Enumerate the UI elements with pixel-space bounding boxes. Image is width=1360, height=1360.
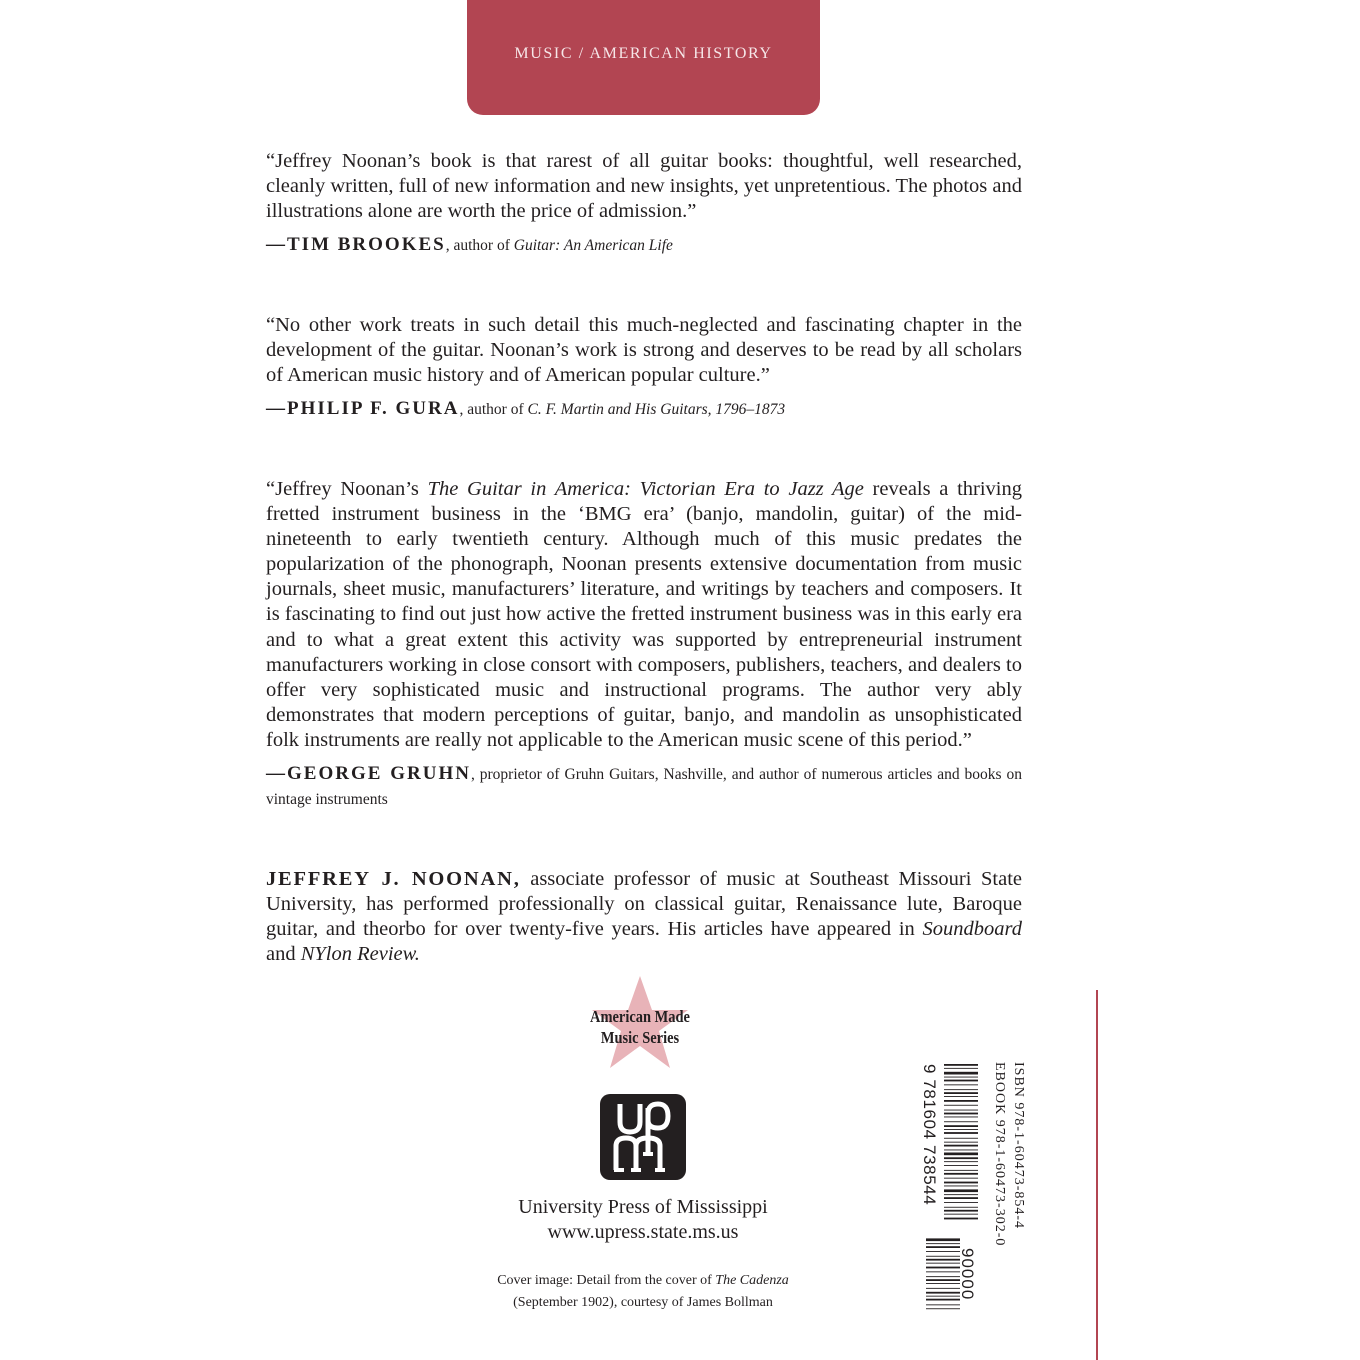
barcode-bar (944, 1084, 978, 1085)
barcode-bar (944, 1089, 978, 1090)
barcode-bar (944, 1150, 978, 1151)
barcode-bar (944, 1170, 978, 1171)
blurb-2 (266, 313, 1022, 422)
blurb-attribution: —TIM BROOKES, author of Guitar: An American Life (266, 234, 673, 256)
barcode-bar (944, 1132, 978, 1134)
barcode-addon-bar (926, 1296, 960, 1297)
barcode-addon-bar (926, 1251, 960, 1252)
barcode-bar (944, 1153, 978, 1156)
bio-author-name: JEFFREY J. NOONAN, (266, 868, 521, 890)
barcode-bar (944, 1100, 978, 1102)
barcode-bar (944, 1173, 978, 1175)
category-label: MUSIC / AMERICAN HISTORY (514, 44, 773, 62)
journal-title: NYlon Review. (300, 943, 420, 966)
barcode-addon-bar (926, 1292, 960, 1294)
barcode-bar (944, 1210, 978, 1212)
barcode-bar (944, 1110, 978, 1111)
blurb-credit-title: Guitar: An American Life (513, 237, 673, 255)
blurb-author-name: GEORGE GRUHN (287, 763, 471, 785)
barcode-bar (944, 1121, 978, 1122)
blurb-attribution: —GEORGE GRUHN, proprietor of Gruhn Guitars, Nashville, and author of numerous articles and books on vintage instruments (266, 763, 1023, 809)
barcode-bar (944, 1077, 978, 1078)
barcode-bar (944, 1165, 978, 1166)
isbn-block (990, 1062, 1028, 1246)
publisher-logo-icon (600, 1094, 686, 1180)
cover-credit: Cover image: Detail from the cover of The Cadenza (September 1902), courtesy of James Bollman (497, 1273, 789, 1310)
barcode-addon-bar (926, 1256, 960, 1257)
barcode-addon-bar (926, 1299, 960, 1301)
isbn-print: ISBN 978-1-60473-854-4 (1011, 1062, 1026, 1230)
barcode-bar (944, 1145, 978, 1147)
publisher-name: University Press of Mississippi (518, 1196, 768, 1218)
blurb-credit-title: C. F. Martin and His Guitars, 1796–1873 (527, 401, 786, 419)
blurb-quote: “Jeffrey Noonan’s book is that rarest of all guitar books: thoughtful, well researched, cleanly written, full of new information and new insights, yet unpretentious. The photos and illustrations alone are worth the price of admission.” (266, 150, 1022, 223)
barcode-bar (944, 1157, 978, 1159)
barcode-bar (944, 1186, 978, 1187)
barcode-addon-bar (926, 1304, 960, 1305)
barcode-bar (944, 1064, 978, 1066)
barcode-bar (944, 1182, 978, 1184)
barcode-addon-bar (926, 1308, 960, 1309)
barcode-bar (944, 1207, 978, 1208)
barcode (922, 1060, 982, 1312)
barcode-addon-bar (926, 1283, 960, 1284)
magazine-title: The Cadenza (715, 1273, 789, 1288)
barcode-bar (944, 1117, 978, 1118)
book-title: The Guitar in America: Victorian Era to Jazz Age (427, 478, 864, 500)
barcode-bar (944, 1113, 978, 1115)
barcode-bar (944, 1161, 978, 1162)
blurb-author-name: TIM BROOKES (287, 234, 446, 256)
journal-title: Soundboard (922, 918, 1022, 941)
barcode-bar (944, 1194, 978, 1195)
barcode-bar (944, 1189, 978, 1192)
barcode-addon-bar (926, 1259, 960, 1261)
blurb-3 (266, 477, 1022, 812)
barcode-addon-bar (926, 1267, 960, 1269)
blurb-quote: “Jeffrey Noonan’s The Guitar in America: Victorian Era to Jazz Age reveals a thriving fretted instrument business in the ‘BMG era’ (banjo, mandolin, guitar) of the mid-nineteenth to early twentieth century. Although much of this music predates the popularization of the phonograph, Noonan presents extensive documentation from music journals, sheet music, manufacturers’ literature, and writings by teachers and composers. It is fascinating to find out just how active the fretted instrument business was in this early era and to what a great extent this activity was supported by entrepreneurial instrument manufacturers working in close consort with composers, publishers, teachers, and dealers to offer very sophisticated music and instructional programs. The author very ably demonstrates that modern perceptions of guitar, banjo, and mandolin as unsophisticated folk instruments are really not applicable to the American music scene of this period.” (266, 478, 1022, 751)
category-tab (467, 0, 820, 115)
barcode-bar (944, 1197, 978, 1199)
barcode-bar (944, 1129, 978, 1130)
barcode-addon-digits: 90000 (958, 1248, 977, 1301)
barcode-addon-bar (926, 1271, 960, 1272)
barcode-bar (944, 1125, 978, 1127)
barcode-bar (944, 1178, 978, 1179)
barcode-bar (944, 1072, 978, 1075)
barcode-digits: 9 781604 738544 (920, 1064, 939, 1206)
barcode-bar (944, 1096, 978, 1097)
barcode-bar (944, 1142, 978, 1143)
barcode-addon-bar (926, 1288, 960, 1289)
blurb-author-name: PHILIP F. GURA (287, 398, 460, 420)
publisher-url: www.upress.state.ms.us (547, 1221, 739, 1243)
barcode-bar (944, 1202, 978, 1203)
spine-rule (1096, 990, 1098, 1360)
blurb-1 (266, 149, 1022, 258)
barcode-icon (922, 1060, 982, 1312)
series-logo-text: American Made Music Series (590, 1007, 690, 1047)
barcode-addon-bar (926, 1243, 960, 1244)
barcode-bar (944, 1105, 978, 1106)
author-bio: JEFFREY J. NOONAN, associate professor of music at Southeast Missouri State University, has performed professionally on classical guitar, Renaissance lute, Baroque guitar, and theorbo for over twenty-five years. His articles have appeared in Soundboard and NYlon Review. (266, 868, 1022, 966)
barcode-addon-bar (926, 1276, 960, 1277)
barcode-addon-bar (926, 1246, 960, 1248)
barcode-bar (944, 1218, 978, 1220)
blurb-attribution: —PHILIP F. GURA, author of C. F. Martin and His Guitars, 1796–1873 (266, 398, 786, 420)
barcode-bar (944, 1080, 978, 1082)
isbn-ebook: EBOOK 978-1-60473-302-0 (992, 1062, 1007, 1247)
barcode-bar (944, 1092, 978, 1094)
barcode-bar (944, 1214, 978, 1215)
barcode-bar (944, 1068, 978, 1069)
barcode-addon-bar (926, 1238, 960, 1241)
blurb-quote: “No other work treats in such detail this much-neglected and fascinating chapter in the development of the guitar. Noonan’s work is strong and deserves to be read by all scholars of American music history and of American popular culture.” (266, 314, 1022, 387)
barcode-addon-bar (926, 1263, 960, 1264)
publisher-block (493, 1195, 793, 1245)
barcode-addon-bar (926, 1279, 960, 1281)
barcode-bar (944, 1138, 978, 1139)
